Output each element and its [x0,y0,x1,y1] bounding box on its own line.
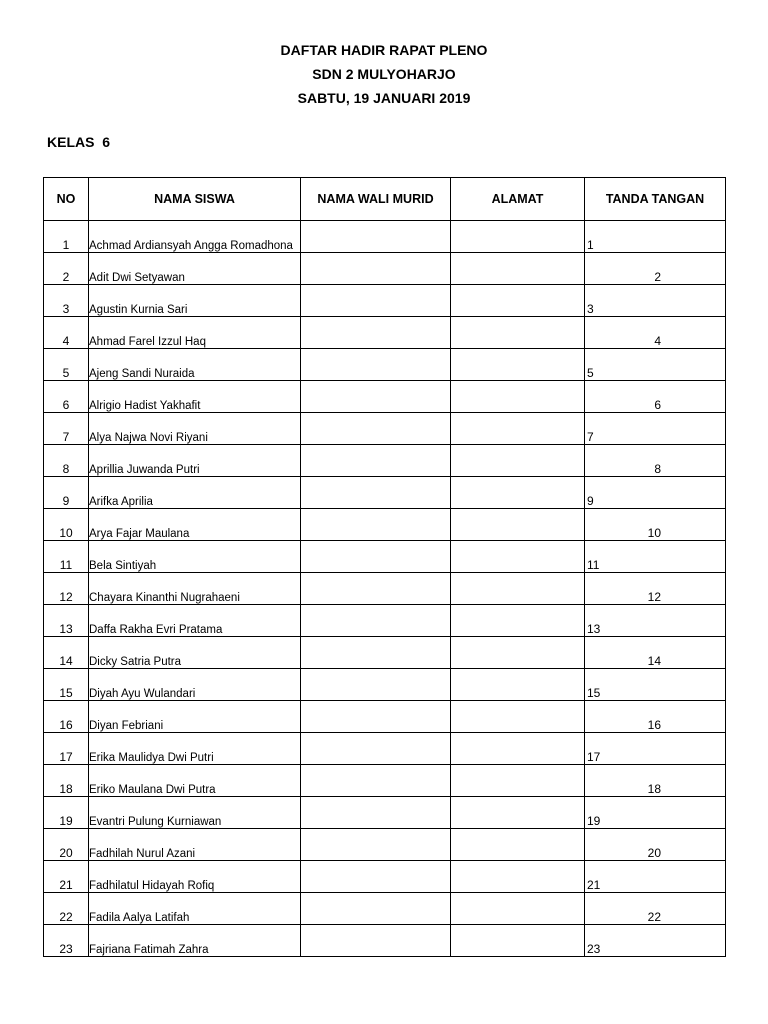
cell-nama-siswa [89,381,301,413]
student-name-text: Evantri Pulung Kurniawan [89,816,222,828]
table-row [44,317,726,349]
cell-no: 22 [44,893,89,925]
table-row [44,541,726,573]
document-heading [0,38,768,110]
student-name-text: Achmad Ardiansyah Angga Romadhona [89,240,293,252]
cell-alamat [451,797,585,829]
cell-no: 7 [44,413,89,445]
cell-tanda-tangan: 6 [585,381,726,413]
table-row [44,381,726,413]
cell-alamat [451,509,585,541]
cell-tanda-tangan: 17 [585,733,726,765]
cell-nama-siswa [89,413,301,445]
cell-alamat [451,253,585,285]
cell-tanda-tangan: 9 [585,477,726,509]
cell-alamat [451,413,585,445]
student-name-text: Ahmad Farel Izzul Haq [89,336,206,348]
cell-no: 2 [44,253,89,285]
cell-no: 17 [44,733,89,765]
cell-nama-siswa [89,861,301,893]
table-row [44,605,726,637]
cell-nama-wali-murid [301,253,451,285]
cell-nama-wali-murid [301,445,451,477]
cell-tanda-tangan: 3 [585,285,726,317]
table-row [44,445,726,477]
student-name-text: Fadhilatul Hidayah Rofiq [89,880,215,892]
cell-tanda-tangan: 13 [585,605,726,637]
student-name-text: Agustin Kurnia Sari [89,304,188,316]
table-row [44,733,726,765]
column-header-nama-wali-murid: NAMA WALI MURID [301,178,451,221]
cell-alamat [451,285,585,317]
cell-no: 11 [44,541,89,573]
table-row [44,861,726,893]
cell-nama-siswa [89,925,301,957]
table-body [44,221,726,957]
cell-alamat [451,637,585,669]
student-name-text: Diyah Ayu Wulandari [89,688,196,700]
class-label: KELAS 6 [47,134,111,150]
cell-tanda-tangan: 12 [585,573,726,605]
table-row [44,349,726,381]
cell-no: 4 [44,317,89,349]
column-header-tanda-tangan: TANDA TANGAN [585,178,726,221]
cell-nama-wali-murid [301,669,451,701]
cell-nama-wali-murid [301,541,451,573]
cell-alamat [451,669,585,701]
cell-nama-wali-murid [301,861,451,893]
cell-tanda-tangan: 20 [585,829,726,861]
cell-alamat [451,541,585,573]
cell-no: 12 [44,573,89,605]
student-name-text: Eriko Maulana Dwi Putra [89,784,216,796]
attendance-table [43,177,726,957]
cell-no: 13 [44,605,89,637]
cell-no: 14 [44,637,89,669]
cell-alamat [451,861,585,893]
cell-nama-wali-murid [301,349,451,381]
table-row [44,701,726,733]
table-row [44,413,726,445]
cell-nama-wali-murid [301,509,451,541]
table-row [44,509,726,541]
cell-nama-siswa [89,765,301,797]
cell-nama-siswa [89,669,301,701]
student-name-text: Diyan Febriani [89,720,164,732]
cell-nama-siswa [89,317,301,349]
cell-tanda-tangan: 10 [585,509,726,541]
cell-alamat [451,733,585,765]
cell-no: 6 [44,381,89,413]
table-row [44,893,726,925]
table-row [44,253,726,285]
cell-alamat [451,317,585,349]
cell-alamat [451,893,585,925]
cell-alamat [451,925,585,957]
cell-tanda-tangan: 16 [585,701,726,733]
cell-nama-siswa [89,253,301,285]
cell-nama-wali-murid [301,733,451,765]
column-header-nama-siswa: NAMA SISWA [89,178,301,221]
cell-nama-siswa [89,701,301,733]
cell-no: 5 [44,349,89,381]
table-header-row [44,178,726,221]
student-name-text: Aprillia Juwanda Putri [89,464,200,476]
cell-no: 21 [44,861,89,893]
cell-alamat [451,477,585,509]
cell-nama-siswa [89,829,301,861]
student-name-text: Fadhilah Nurul Azani [89,848,196,860]
cell-no: 23 [44,925,89,957]
cell-alamat [451,765,585,797]
cell-nama-wali-murid [301,893,451,925]
column-header-no: NO [44,178,89,221]
cell-no: 18 [44,765,89,797]
student-name-text: Chayara Kinanthi Nugrahaeni [89,592,240,604]
cell-nama-wali-murid [301,701,451,733]
table-row [44,829,726,861]
cell-tanda-tangan: 22 [585,893,726,925]
cell-tanda-tangan: 11 [585,541,726,573]
cell-nama-siswa [89,445,301,477]
cell-no: 1 [44,221,89,253]
cell-no: 8 [44,445,89,477]
table-row [44,797,726,829]
cell-tanda-tangan: 1 [585,221,726,253]
cell-nama-wali-murid [301,829,451,861]
student-name-text: Erika Maulidya Dwi Putri [89,752,214,764]
cell-nama-siswa [89,221,301,253]
cell-nama-siswa [89,477,301,509]
table-row [44,221,726,253]
cell-tanda-tangan: 4 [585,317,726,349]
cell-no: 10 [44,509,89,541]
student-name-text: Alya Najwa Novi Riyani [89,432,208,444]
cell-alamat [451,829,585,861]
table-row [44,477,726,509]
cell-nama-wali-murid [301,413,451,445]
cell-tanda-tangan: 23 [585,925,726,957]
cell-nama-wali-murid [301,477,451,509]
cell-nama-wali-murid [301,285,451,317]
cell-alamat [451,349,585,381]
student-name-text: Adit Dwi Setyawan [89,272,185,284]
cell-no: 9 [44,477,89,509]
cell-nama-siswa [89,573,301,605]
cell-tanda-tangan: 15 [585,669,726,701]
table-row [44,637,726,669]
cell-tanda-tangan: 18 [585,765,726,797]
table-row [44,925,726,957]
cell-alamat [451,701,585,733]
heading-date: SABTU, 19 JANUARI 2019 [297,90,471,106]
heading-school: SDN 2 MULYOHARJO [312,66,456,82]
student-name-text: Arya Fajar Maulana [89,528,190,540]
cell-nama-siswa [89,733,301,765]
student-name-text: Bela Sintiyah [89,560,157,572]
student-name-text: Arifka Aprilia [89,496,153,508]
cell-nama-wali-murid [301,605,451,637]
cell-nama-wali-murid [301,797,451,829]
cell-nama-wali-murid [301,573,451,605]
cell-nama-siswa [89,893,301,925]
cell-alamat [451,445,585,477]
cell-alamat [451,381,585,413]
cell-nama-wali-murid [301,637,451,669]
cell-tanda-tangan: 21 [585,861,726,893]
cell-nama-siswa [89,285,301,317]
student-name-text: Alrigio Hadist Yakhafit [89,400,201,412]
table-row [44,285,726,317]
cell-no: 19 [44,797,89,829]
cell-nama-siswa [89,349,301,381]
cell-tanda-tangan: 5 [585,349,726,381]
cell-nama-siswa [89,509,301,541]
cell-nama-siswa [89,605,301,637]
cell-no: 3 [44,285,89,317]
cell-tanda-tangan: 8 [585,445,726,477]
cell-nama-siswa [89,637,301,669]
table-row [44,573,726,605]
cell-alamat [451,605,585,637]
cell-nama-wali-murid [301,925,451,957]
student-name-text: Fadila Aalya Latifah [89,912,190,924]
student-name-text: Fajriana Fatimah Zahra [89,944,209,956]
cell-tanda-tangan: 14 [585,637,726,669]
cell-no: 15 [44,669,89,701]
student-name-text: Ajeng Sandi Nuraida [89,368,195,380]
cell-nama-wali-murid [301,221,451,253]
column-header-alamat: ALAMAT [451,178,585,221]
cell-alamat [451,573,585,605]
cell-alamat [451,221,585,253]
cell-nama-wali-murid [301,381,451,413]
cell-nama-wali-murid [301,317,451,349]
cell-tanda-tangan: 19 [585,797,726,829]
cell-no: 16 [44,701,89,733]
cell-tanda-tangan: 7 [585,413,726,445]
student-name-text: Dicky Satria Putra [89,656,182,668]
heading-title: DAFTAR HADIR RAPAT PLENO [280,42,488,58]
cell-tanda-tangan: 2 [585,253,726,285]
table-row [44,765,726,797]
cell-nama-wali-murid [301,765,451,797]
student-name-text: Daffa Rakha Evri Pratama [89,624,223,636]
table-row [44,669,726,701]
cell-no: 20 [44,829,89,861]
cell-nama-siswa [89,797,301,829]
cell-nama-siswa [89,541,301,573]
